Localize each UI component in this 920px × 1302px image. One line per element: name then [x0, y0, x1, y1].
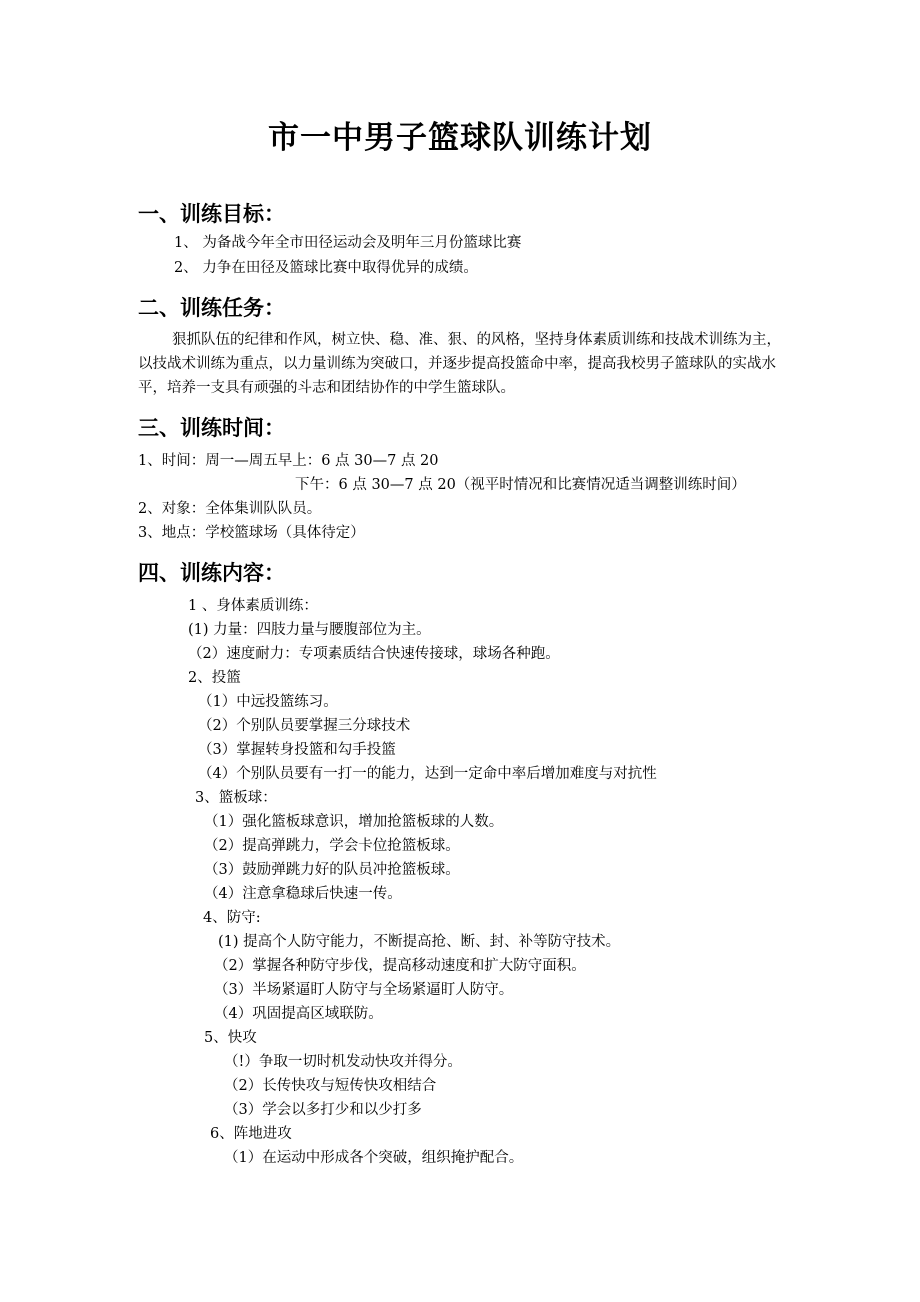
content-line: （2）个别队员要掌握三分球技术 [198, 718, 411, 734]
content-line: （2）长传快攻与短传快攻相结合 [224, 1078, 437, 1094]
content-line: 3、篮板球： [195, 790, 277, 806]
content-line: （2）提高弹跳力，学会卡位抢篮板球。 [204, 838, 460, 854]
time-line-location: 3、地点：学校篮球场（具体待定） [138, 525, 365, 541]
content-line: （3）掌握转身投篮和勾手投篮 [198, 742, 396, 758]
content-line: (1) 力量：四肢力量与腰腹部位为主。 [188, 622, 431, 638]
content-line: （4）个别队员要有一打一的能力，达到一定命中率后增加难度与对抗性 [198, 766, 657, 782]
document-title: 市一中男子篮球队训练计划 [268, 120, 652, 156]
time-line-target: 2、对象：全体集训队队员。 [138, 501, 322, 517]
content-line: 5、快攻 [204, 1030, 257, 1046]
section-heading-task: 二、训练任务： [138, 296, 285, 320]
content-line: （2）掌握各种防守步伐，提高移动速度和扩大防守面积。 [214, 958, 586, 974]
content-line: 6、阵地进攻 [210, 1126, 292, 1142]
content-line: 2、投篮 [188, 670, 241, 686]
content-line: (1) 提高个人防守能力，不断提高抢、断、封、补等防守技术。 [218, 934, 621, 950]
content-line: （2）速度耐力：专项素质结合快速传接球，球场各种跑。 [188, 646, 560, 662]
content-line: （!）争取一切时机发动快攻并得分。 [224, 1054, 462, 1070]
content-line: （4）注意拿稳球后快速一传。 [204, 886, 402, 902]
task-paragraph: 狠抓队伍的纪律和作风，树立快、稳、准、狠、的风格，坚持身体素质训练和技战术训练为主，以技战术训练为重点，以力量训练为突破口，并逐步提高投篮命中率，提高我校男子篮球队的实战水平，培养一支具有顽强的斗志和团结协作的中学生篮球队。 [138, 332, 781, 396]
content-line: 1 、身体素质训练： [188, 598, 318, 614]
content-line: （3）半场紧逼盯人防守与全场紧逼盯人防守。 [214, 982, 514, 998]
section-heading-time: 三、训练时间： [138, 416, 285, 440]
time-line-afternoon: 下午：6 点 30—7 点 20（视平时情况和比赛情况适当调整训练时间） [295, 477, 746, 493]
content-line: （1）中远投篮练习。 [198, 694, 338, 710]
section-heading-content: 四、训练内容： [138, 561, 285, 585]
section-heading-goal: 一、训练目标： [138, 202, 285, 226]
goal-item-2: 2、 力争在田径及篮球比赛中取得优异的成绩。 [174, 260, 478, 276]
goal-item-1: 1、 为备战今年全市田径运动会及明年三月份篮球比赛 [174, 235, 522, 251]
content-line: （3）鼓励弹跳力好的队员冲抢篮板球。 [204, 862, 460, 878]
content-line: （1）强化篮板球意识，增加抢篮板球的人数。 [204, 814, 504, 830]
content-line: （1）在运动中形成各个突破，组织掩护配合。 [224, 1150, 524, 1166]
content-line: （3）学会以多打少和以少打多 [224, 1102, 422, 1118]
content-line: （4）巩固提高区域联防。 [214, 1006, 383, 1022]
content-line: 4、防守: [203, 910, 261, 926]
time-line-schedule: 1、时间：周一—周五早上：6 点 30—7 点 20 [138, 453, 439, 469]
